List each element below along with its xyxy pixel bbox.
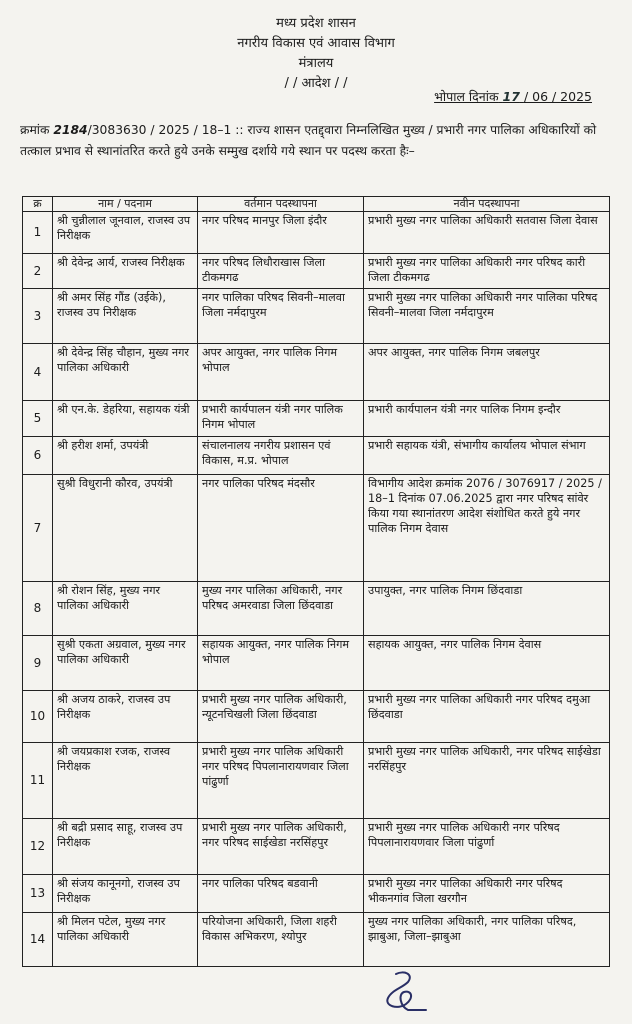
row-sn: 11 (23, 743, 53, 819)
row-name: श्री चुन्नीलाल जूनवाल, राजस्व उप निरीक्षक (53, 212, 198, 254)
govt-name: मध्य प्रदेश शासन (276, 16, 356, 31)
row-new-posting: प्रभारी मुख्य नगर पालिक अधिकारी नगर परिषद पिपलानारायणवार जिला पांढुर्णा (364, 819, 610, 875)
row-name: श्री जयप्रकाश रजक, राजस्व निरीक्षक (53, 743, 198, 819)
row-sn: 6 (23, 437, 53, 475)
table-row (23, 819, 610, 875)
row-sn: 9 (23, 636, 53, 691)
row-sn: 4 (23, 344, 53, 401)
handwritten-day: 17 (502, 89, 520, 104)
row-current-posting: सहायक आयुक्त, नगर पालिक निगम भोपाल (198, 636, 364, 691)
table-row (23, 475, 610, 582)
table-row (23, 582, 610, 636)
row-current-posting: नगर पालिका परिषद सिवनी–मालवा जिला नर्मदापुरम (198, 289, 364, 344)
row-current-posting: नगर परिषद मानपुर जिला इंदौर (198, 212, 364, 254)
row-name: श्री रोशन सिंह, मुख्य नगर पालिका अधिकारी (53, 582, 198, 636)
row-name: श्री देवेन्द्र आर्य, राजस्व निरीक्षक (53, 254, 198, 289)
place-date-prefix: भोपाल दिनांक (434, 89, 499, 104)
place-date (434, 88, 592, 105)
row-name: श्री अजय ठाकरे, राजस्व उप निरीक्षक (53, 691, 198, 743)
order-heading: / / आदेश / / (284, 76, 348, 91)
row-new-posting: सहायक आयुक्त, नगर पालिक निगम देवास (364, 636, 610, 691)
table-row (23, 401, 610, 437)
row-name: श्री बद्री प्रसाद साहू, राजस्व उप निरीक्षक (53, 819, 198, 875)
order-reference-text: /3083630 / 2025 / 18–1 :: राज्य शासन एतद्द्वारा निम्नलिखित मुख्य / प्रभारी नगर पालिका अधिकारियों को तत्काल प्रभाव से स्थानांतरित करते हुये उनके सम्मुख दर्शाये गये स्थान पर पदस्थ करता हैः– (20, 123, 597, 158)
place-date-rest: / 06 / 2025 (523, 89, 592, 104)
ministry-name: मंत्रालय (298, 56, 334, 71)
row-name: श्री अमर सिंह गौंड (उईके), राजस्व उप निरीक्षक (53, 289, 198, 344)
row-new-posting: प्रभारी मुख्य नगर पालिक अधिकारी, नगर परिषद साईखेडा नरसिंहपुर (364, 743, 610, 819)
row-name: श्री हरीश शर्मा, उपयंत्री (53, 437, 198, 475)
col-header-sn: क्र (23, 197, 53, 212)
row-name: श्री एन.के. डेहरिया, सहायक यंत्री (53, 401, 198, 437)
row-new-posting: प्रभारी मुख्य नगर पालिका अधिकारी नगर पालिका परिषद सिवनी–मालवा जिला नर्मदापुरम (364, 289, 610, 344)
row-sn: 13 (23, 875, 53, 913)
row-current-posting: प्रभारी मुख्य नगर पालिक अधिकारी, नगर परिषद साईखेडा नरसिंहपुर (198, 819, 364, 875)
row-current-posting: संचालनालय नगरीय प्रशासन एवं विकास, म.प्र. भोपाल (198, 437, 364, 475)
row-sn: 12 (23, 819, 53, 875)
row-new-posting: विभागीय आदेश क्रमांक 2076 / 3076917 / 2025 / 18–1 दिनांक 07.06.2025 द्वारा नगर परिषद सांवेर किया गया स्थानांतरण आदेश संशोधित करते हुये नगर पालिक निगम देवास (364, 475, 610, 582)
row-new-posting: मुख्य नगर पालिका अधिकारी, नगर पालिका परिषद, झाबुआ, जिला–झाबुआ (364, 913, 610, 967)
row-current-posting: नगर परिषद लिधौराखास जिला टीकमगढ (198, 254, 364, 289)
row-current-posting: नगर पालिका परिषद मंदसौर (198, 475, 364, 582)
row-current-posting: प्रभारी मुख्य नगर पालिक अधिकारी, न्यूटनचिखली जिला छिंदवाडा (198, 691, 364, 743)
handwritten-order-number: 2184 (53, 123, 88, 137)
row-current-posting: परियोजना अधिकारी, जिला शहरी विकास अभिकरण, श्योपुर (198, 913, 364, 967)
row-new-posting: प्रभारी कार्यपालन यंत्री नगर पालिक निगम इन्दौर (364, 401, 610, 437)
order-number-label: क्रमांक (20, 123, 50, 137)
row-current-posting: प्रभारी मुख्य नगर पालिक अधिकारी नगर परिषद पिपलानारायणवार जिला पांढुर्णा (198, 743, 364, 819)
row-current-posting: अपर आयुक्त, नगर पालिक निगम भोपाल (198, 344, 364, 401)
row-sn: 1 (23, 212, 53, 254)
row-name: श्री मिलन पटेल, मुख्य नगर पालिका अधिकारी (53, 913, 198, 967)
row-new-posting: प्रभारी मुख्य नगर पालिका अधिकारी नगर परिषद भीकनगांव जिला खरगौन (364, 875, 610, 913)
table-row (23, 913, 610, 967)
row-current-posting: नगर पालिका परिषद बडवानी (198, 875, 364, 913)
table-row (23, 437, 610, 475)
table-row (23, 289, 610, 344)
letterhead (0, 14, 632, 94)
table-row (23, 636, 610, 691)
row-sn: 2 (23, 254, 53, 289)
row-new-posting: प्रभारी सहायक यंत्री, संभागीय कार्यालय भोपाल संभाग (364, 437, 610, 475)
table-row (23, 875, 610, 913)
row-sn: 5 (23, 401, 53, 437)
row-sn: 8 (23, 582, 53, 636)
table-row (23, 691, 610, 743)
table-row (23, 344, 610, 401)
row-sn: 14 (23, 913, 53, 967)
row-current-posting: प्रभारी कार्यपालन यंत्री नगर पालिक निगम भोपाल (198, 401, 364, 437)
department-name: नगरीय विकास एवं आवास विभाग (237, 36, 395, 51)
intro-paragraph (20, 120, 610, 162)
row-new-posting: अपर आयुक्त, नगर पालिक निगम जबलपुर (364, 344, 610, 401)
table-row (23, 212, 610, 254)
col-header-current: वर्तमान पदस्थापना (198, 197, 364, 212)
row-new-posting: प्रभारी मुख्य नगर पालिका अधिकारी नगर परिषद दमुआ छिंदवाडा (364, 691, 610, 743)
row-sn: 10 (23, 691, 53, 743)
col-header-new: नवीन पदस्थापना (364, 197, 610, 212)
row-current-posting: मुख्य नगर पालिका अधिकारी, नगर परिषद अमरवाडा जिला छिंदवाडा (198, 582, 364, 636)
table-header-row (23, 197, 610, 212)
row-new-posting: उपायुक्त, नगर पालिक निगम छिंदवाडा (364, 582, 610, 636)
col-header-name: नाम / पदनाम (53, 197, 198, 212)
row-name: श्री देवेन्द्र सिंह चौहान, मुख्य नगर पालिका अधिकारी (53, 344, 198, 401)
table-row (23, 254, 610, 289)
signature-mark (374, 966, 434, 1016)
table-row (23, 743, 610, 819)
row-name: सुश्री विधुरानी कौरव, उपयंत्री (53, 475, 198, 582)
row-sn: 7 (23, 475, 53, 582)
row-new-posting: प्रभारी मुख्य नगर पालिका अधिकारी सतवास जिला देवास (364, 212, 610, 254)
row-name: सुश्री एकता अग्रवाल, मुख्य नगर पालिका अधिकारी (53, 636, 198, 691)
transfer-table (22, 196, 610, 967)
row-new-posting: प्रभारी मुख्य नगर पालिका अधिकारी नगर परिषद कारी जिला टीकमगढ (364, 254, 610, 289)
row-sn: 3 (23, 289, 53, 344)
row-name: श्री संजय कानूनगो, राजस्व उप निरीक्षक (53, 875, 198, 913)
